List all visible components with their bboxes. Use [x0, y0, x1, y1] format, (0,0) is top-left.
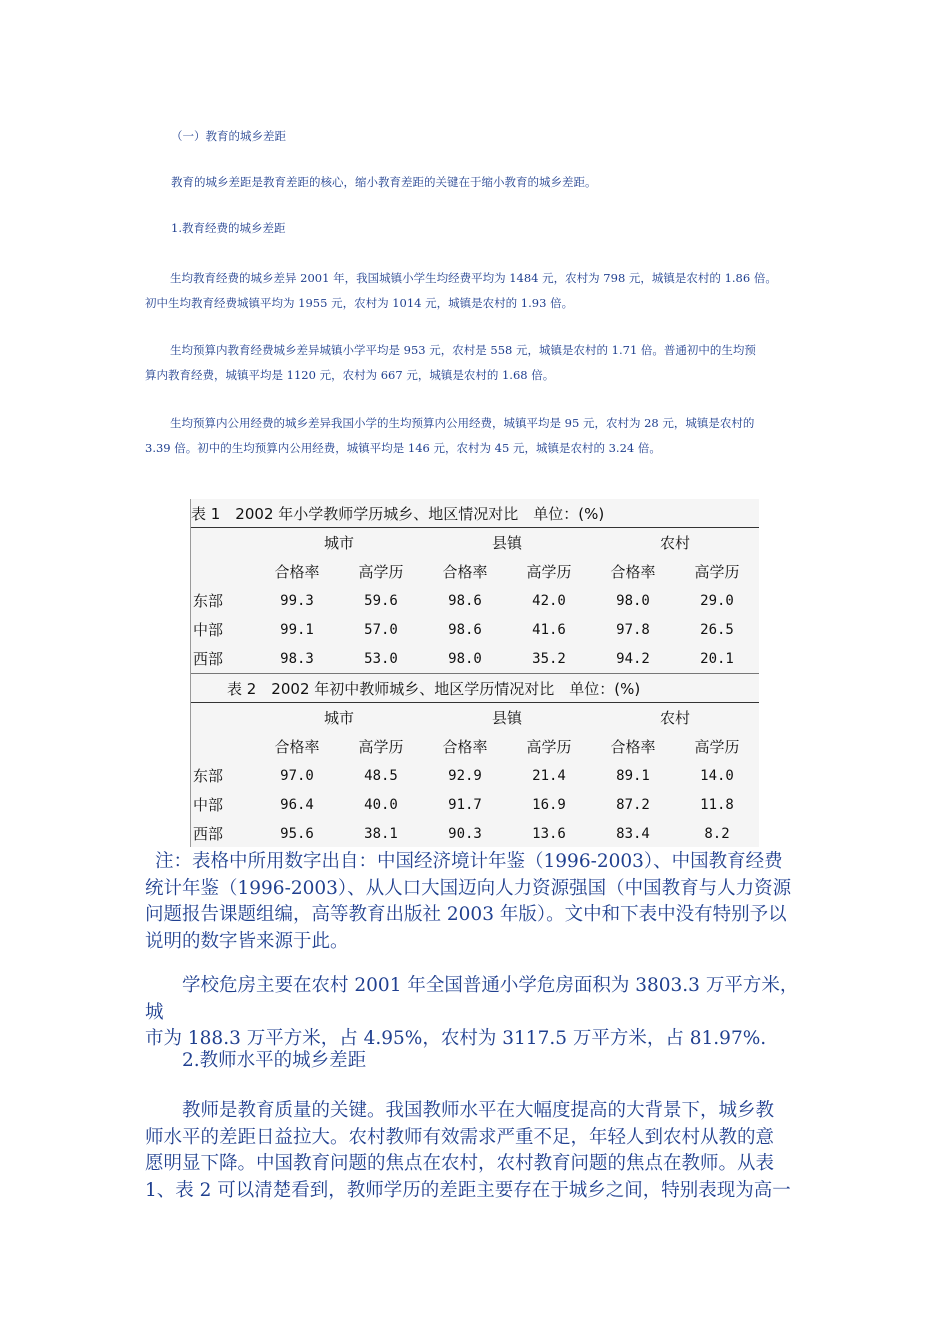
col-header: 合格率	[442, 563, 488, 581]
table-cell: 95.6	[280, 825, 314, 842]
paragraph-per-student-funding	[145, 266, 815, 316]
table-corner	[191, 557, 255, 586]
table-cell: 87.2	[616, 796, 650, 813]
table-cell: 98.6	[448, 592, 482, 609]
table-cell: 8.2	[704, 825, 730, 842]
paragraph-line: 算内教育经费，城镇平均是 1120 元，农村为 667 元，城镇是农村的 1.68 倍。	[145, 368, 555, 382]
col-header: 高学历	[526, 738, 572, 756]
col-header: 合格率	[610, 738, 656, 756]
table-cell: 89.1	[616, 767, 650, 784]
paragraph-teacher-level	[145, 1098, 815, 1204]
paragraph-line: 生均预算内公用经费的城乡差异我国小学的生均预算内公用经费，城镇平均是 95 元，农村为 28 元，城镇是农村的	[170, 416, 755, 430]
table-cell: 99.1	[280, 621, 314, 638]
table-cell: 20.1	[675, 644, 759, 674]
table-cell: 42.0	[532, 592, 566, 609]
paragraph-line: 师水平的差距日益拉大。农村教师有效需求严重不足，年轻人到农村从教的意	[145, 1126, 775, 1148]
note-line: 说明的数字皆来源于此。	[145, 930, 349, 952]
table-cell: 97.8	[616, 621, 650, 638]
table-cell: 53.0	[339, 644, 423, 674]
row-header-east: 东部	[193, 767, 224, 785]
table-cell: 48.5	[364, 767, 398, 784]
table-cell: 13.6	[532, 825, 566, 842]
table-row	[191, 586, 759, 615]
table-cell: 97.0	[280, 767, 314, 784]
col-header: 高学历	[526, 563, 572, 581]
table-corner	[191, 528, 255, 558]
row-header-central: 中部	[193, 621, 224, 639]
group-header-city: 城市	[255, 528, 423, 558]
table-1-caption: 表 1 2002 年小学教师学历城乡、地区情况对比 单位：(%)	[191, 504, 605, 523]
table-row	[191, 819, 759, 848]
paragraph-line: 生均教育经费的城乡差异 2001 年，我国城镇小学生均经费平均为 1484 元，农村为 798 元，城镇是农村的 1.86 倍。	[170, 271, 777, 285]
col-header: 高学历	[694, 563, 740, 581]
table-cell: 21.4	[532, 767, 566, 784]
note-line: 注：表格中所用数字出自：中国经济境计年鉴（1996-2003）、中国教育经费	[155, 851, 783, 872]
paragraph-budget-funding	[145, 338, 815, 388]
table-cell: 98.0	[423, 644, 507, 674]
intro-sentence: 教育的城乡差距是教育差距的核心，缩小教育差距的关键在于缩小教育的城乡差距。	[171, 175, 597, 189]
col-header: 高学历	[358, 563, 404, 581]
paragraph-line: 愿明显下降。中国教育问题的焦点在农村，农村教育问题的焦点在教师。从表	[145, 1153, 775, 1174]
section-heading-urban-rural-gap: （一）教育的城乡差距	[171, 129, 286, 143]
table-cell: 26.5	[700, 621, 734, 638]
table-1-primary-teachers	[191, 499, 759, 674]
group-header-city: 城市	[255, 703, 423, 733]
paragraph-line: 教师是教育质量的关键。我国教师水平在大幅度提高的大背景下，城乡教	[182, 1100, 775, 1121]
row-header-east: 东部	[193, 592, 224, 610]
table-cell: 91.7	[448, 796, 482, 813]
teacher-qualification-tables	[190, 499, 759, 847]
group-header-rural: 农村	[591, 528, 759, 558]
table-row	[191, 761, 759, 790]
table-cell: 41.6	[532, 621, 566, 638]
col-header: 合格率	[274, 738, 320, 756]
table-cell: 99.3	[280, 592, 314, 609]
col-header: 合格率	[274, 563, 320, 581]
paragraph-line: 生均预算内教育经费城乡差异城镇小学平均是 953 元，农村是 558 元，城镇是农村的 1.71 倍。普通初中的生均预	[170, 343, 756, 357]
paragraph-line: 学校危房主要在农村 2001 年全国普通小学危房面积为 3803.3 万平方米，城	[145, 975, 799, 1023]
subheading-funding-gap: 1.教育经费的城乡差距	[171, 221, 286, 235]
col-header: 高学历	[358, 738, 404, 756]
table-cell: 38.1	[364, 825, 398, 842]
table-cell: 90.3	[448, 825, 482, 842]
paragraph-line: 3.39 倍。初中的生均预算内公用经费，城镇平均是 146 元，农村为 45 元，城镇是农村的 3.24 倍。	[145, 441, 661, 455]
table-cell: 94.2	[591, 644, 675, 674]
table-cell: 57.0	[364, 621, 398, 638]
paragraph-line: 市为 188.3 万平方米，占 4.95%，农村为 3117.5 万平方米，占 81.97%.	[145, 1028, 767, 1049]
table-row	[191, 615, 759, 644]
table-cell: 98.3	[255, 644, 339, 674]
paragraph-public-funding	[145, 411, 815, 461]
group-header-rural: 农村	[591, 703, 759, 733]
table-cell: 16.9	[532, 796, 566, 813]
table-2-middle-school-teachers	[191, 674, 759, 848]
paragraph-line: 初中生均教育经费城镇平均为 1955 元，农村为 1014 元，城镇是农村的 1.93 倍。	[145, 296, 574, 310]
table-cell: 92.9	[448, 767, 482, 784]
group-header-county: 县镇	[423, 528, 591, 558]
table-cell: 35.2	[507, 644, 591, 674]
paragraph-line: 1、表 2 可以清楚看到，教师学历的差距主要存在于城乡之间，特别表现为高一	[145, 1179, 791, 1201]
row-header-west: 西部	[191, 644, 255, 674]
table-cell: 83.4	[616, 825, 650, 842]
table-cell: 59.6	[364, 592, 398, 609]
table-row	[191, 644, 759, 674]
table-cell: 98.6	[448, 621, 482, 638]
paragraph-dangerous-buildings	[145, 973, 815, 1053]
col-header: 合格率	[610, 563, 656, 581]
table-cell: 11.8	[700, 796, 734, 813]
row-header-central: 中部	[193, 796, 224, 814]
table-cell: 14.0	[700, 767, 734, 784]
group-header-county: 县镇	[423, 703, 591, 733]
source-note	[145, 849, 815, 955]
table-row	[191, 790, 759, 819]
table-cell: 98.0	[616, 592, 650, 609]
table-2-caption: 表 2 2002 年初中教师城乡、地区学历情况对比 单位：(%)	[227, 679, 641, 698]
subheading-teacher-gap: 2.教师水平的城乡差距	[182, 1050, 367, 1071]
row-header-west: 西部	[193, 825, 224, 843]
table-cell: 40.0	[364, 796, 398, 813]
table-corner	[191, 703, 255, 733]
note-line: 问题报告课题组编，高等教育出版社 2003 年版）。文中和下表中没有特别予以	[145, 904, 787, 925]
table-corner	[191, 732, 255, 761]
col-header: 高学历	[694, 738, 740, 756]
note-line: 统计年鉴（1996-2003）、从人口大国迈向人力资源强国（中国教育与人力资源	[145, 877, 792, 899]
table-cell: 96.4	[280, 796, 314, 813]
col-header: 合格率	[442, 738, 488, 756]
table-cell: 29.0	[700, 592, 734, 609]
